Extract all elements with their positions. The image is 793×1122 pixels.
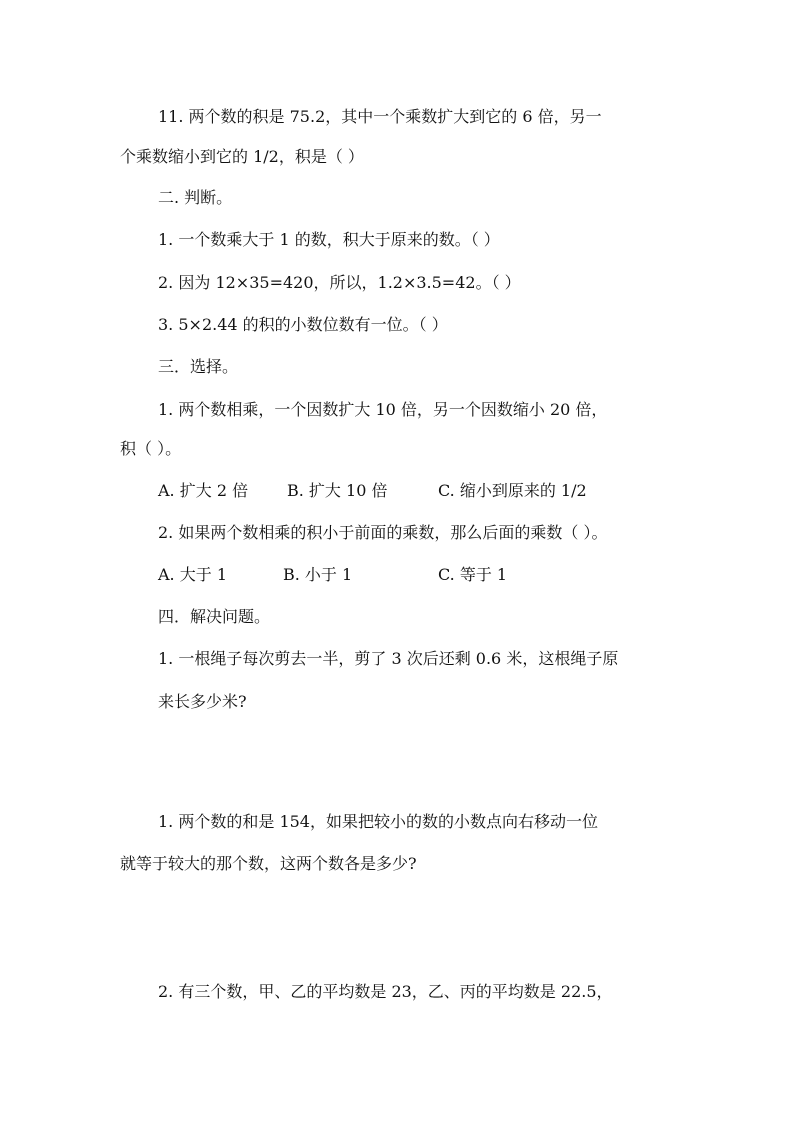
problem-1-line-1: 1. 一根绳子每次剪去一半，剪了 3 次后还剩 0.6 米，这根绳子原 <box>158 649 619 668</box>
judgment-question-3: 3. 5×2.44 的积的小数位数有一位。（ ） <box>158 315 448 334</box>
option-b: B. 小于 1 <box>283 565 353 584</box>
choice-question-1-line-2: 积（ ）。 <box>120 439 182 458</box>
question-11-line-1: 11. 两个数的积是 75.2，其中一个乘数扩大到它的 6 倍，另一 <box>158 107 602 126</box>
option-a: A. 大于 1 <box>158 565 227 584</box>
problem-2-line-1: 1. 两个数的和是 154，如果把较小的数的小数点向右移动一位 <box>158 812 598 831</box>
problem-1-line-2: 来长多少米? <box>158 692 247 711</box>
section-heading-judgment: 二. 判断。 <box>158 188 233 207</box>
problem-3-line-1: 2. 有三个数，甲、乙的平均数是 23，乙、丙的平均数是 22.5， <box>158 982 613 1001</box>
option-c: C. 缩小到原来的 1/2 <box>438 481 587 500</box>
option-a: A. 扩大 2 倍 <box>158 481 249 500</box>
choice-question-2: 2. 如果两个数相乘的积小于前面的乘数，那么后面的乘数（ ）。 <box>158 523 608 542</box>
option-b: B. 扩大 10 倍 <box>287 481 388 500</box>
option-c: C. 等于 1 <box>438 565 508 584</box>
question-11-line-2: 个乘数缩小到它的 1/2，积是（ ） <box>120 147 364 166</box>
section-heading-problem-solving: 四．解决问题。 <box>158 607 271 626</box>
problem-2-line-2: 就等于较大的那个数，这两个数各是多少? <box>120 854 417 873</box>
section-heading-choice: 三．选择。 <box>158 357 239 376</box>
judgment-question-1: 1. 一个数乘大于 1 的数，积大于原来的数。（ ） <box>158 230 500 249</box>
choice-question-1-line-1: 1. 两个数相乘，一个因数扩大 10 倍，另一个因数缩小 20 倍， <box>158 400 608 419</box>
judgment-question-2: 2. 因为 12×35=420，所以，1.2×3.5=42。（ ） <box>158 273 521 292</box>
